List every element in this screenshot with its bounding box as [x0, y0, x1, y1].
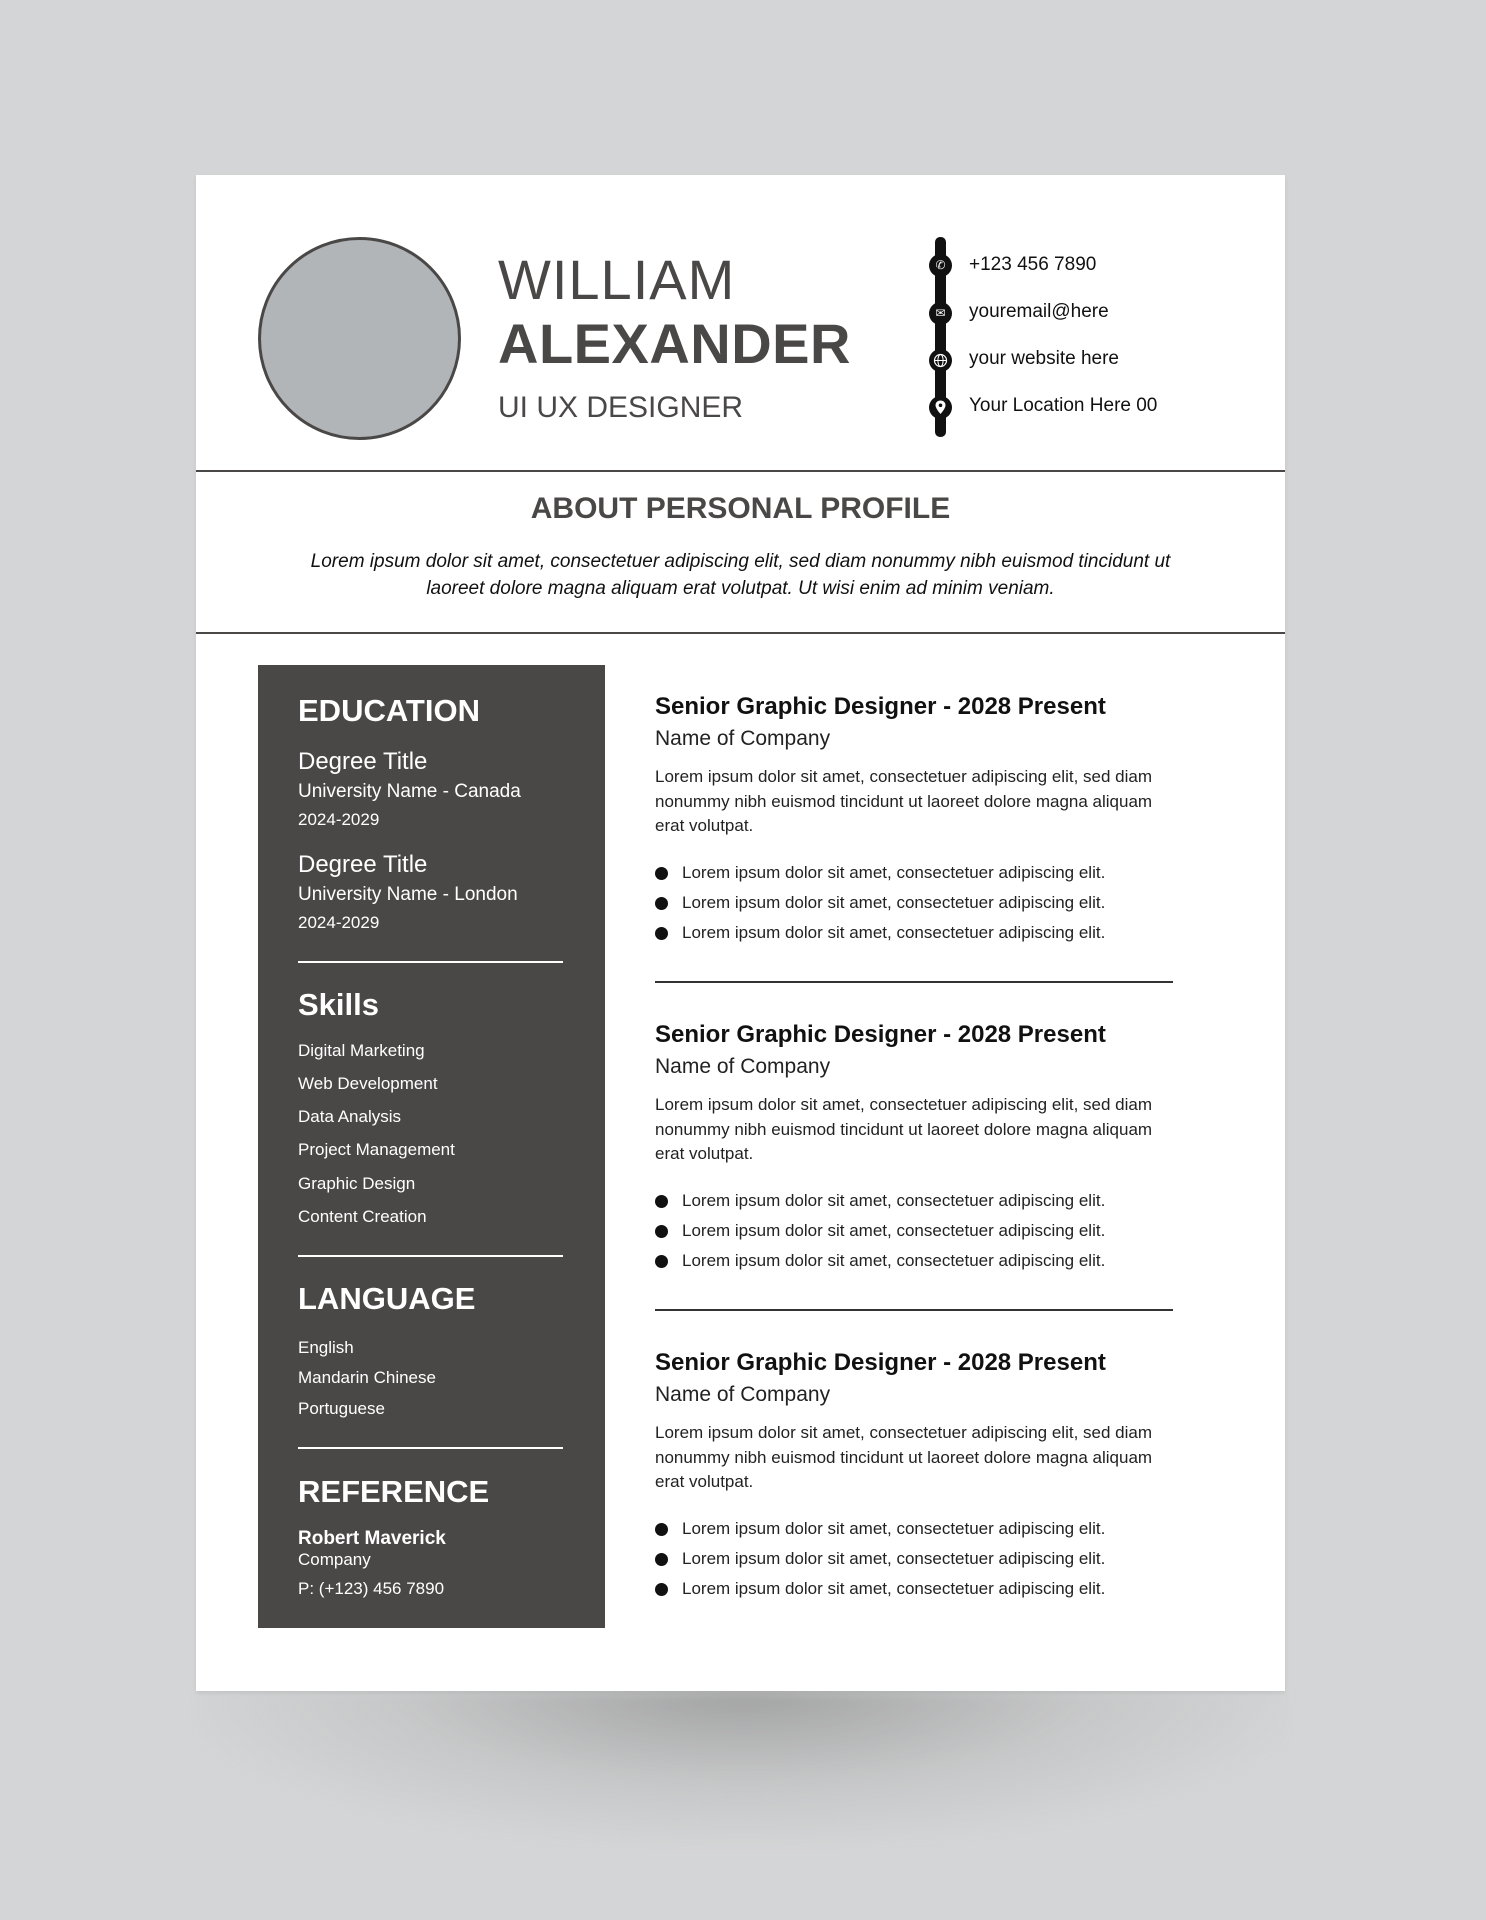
- experience-company: Name of Company: [655, 1055, 831, 1078]
- education-university: University Name - London: [298, 884, 518, 905]
- education-degree: Degree Title: [298, 851, 428, 878]
- job-title: UI UX DESIGNER: [498, 391, 744, 424]
- skill-item: Content Creation: [298, 1207, 427, 1226]
- skill-item: Graphic Design: [298, 1174, 416, 1193]
- experience-bullet-list: [655, 1186, 1105, 1276]
- reference-company: Company: [298, 1550, 371, 1569]
- experience-bullet: Lorem ipsum dolor sit amet, consectetuer adipiscing elit.: [655, 1216, 1105, 1246]
- experience-bullet: Lorem ipsum dolor sit amet, consectetuer adipiscing elit.: [655, 918, 1105, 948]
- skill-item: Project Management: [298, 1140, 455, 1159]
- experience-bullet: Lorem ipsum dolor sit amet, consectetuer adipiscing elit.: [655, 888, 1105, 918]
- experience-bullet-list: [655, 1514, 1105, 1604]
- education-university: University Name - Canada: [298, 781, 521, 802]
- experience-title: Senior Graphic Designer - 2028 Present: [655, 1021, 1106, 1048]
- contact-email: youremail@here: [969, 301, 1109, 322]
- language-item: Portuguese: [298, 1399, 385, 1418]
- experience-title: Senior Graphic Designer - 2028 Present: [655, 1349, 1106, 1376]
- language-heading: LANGUAGE: [298, 1281, 476, 1316]
- phone-icon: ✆: [929, 254, 952, 277]
- sidebar: [258, 665, 605, 1628]
- experience-description: Lorem ipsum dolor sit amet, consectetuer adipiscing elit, sed diam nonummy nibh euismod tincidunt ut laoreet dolore magna aliquam erat volutpat.: [655, 1423, 1153, 1491]
- experience-bullet: Lorem ipsum dolor sit amet, consectetuer adipiscing elit.: [655, 1544, 1105, 1574]
- contact-phone: +123 456 7890: [969, 254, 1097, 275]
- experience-divider: [655, 1309, 1173, 1311]
- sidebar-divider: [298, 1255, 563, 1257]
- education-years: 2024-2029: [298, 913, 380, 932]
- language-item: English: [298, 1338, 354, 1357]
- experience-divider: [655, 981, 1173, 983]
- resume-page: [196, 175, 1285, 1691]
- about-title: ABOUT PERSONAL PROFILE: [530, 492, 951, 525]
- experience-bullet-list: [655, 858, 1105, 948]
- reference-phone: P: (+123) 456 7890: [298, 1579, 445, 1598]
- header-divider: [196, 470, 1285, 472]
- profile-photo-placeholder: [258, 237, 461, 440]
- experience-description: Lorem ipsum dolor sit amet, consectetuer adipiscing elit, sed diam nonummy nibh euismod tincidunt ut laoreet dolore magna aliquam erat volutpat.: [655, 1095, 1153, 1163]
- experience-company: Name of Company: [655, 727, 831, 750]
- experience-title: Senior Graphic Designer - 2028 Present: [655, 693, 1106, 720]
- last-name: ALEXANDER: [498, 312, 851, 375]
- skill-item: Digital Marketing: [298, 1041, 425, 1060]
- experience-company: Name of Company: [655, 1383, 831, 1406]
- reference-name: Robert Maverick: [298, 1528, 446, 1549]
- page-shadow: [200, 1690, 1286, 1840]
- email-icon: ✉: [929, 302, 952, 325]
- education-degree: Degree Title: [298, 748, 428, 775]
- experience-description: Lorem ipsum dolor sit amet, consectetuer adipiscing elit, sed diam nonummy nibh euismod tincidunt ut laoreet dolore magna aliquam erat volutpat.: [655, 767, 1153, 835]
- experience-bullet: Lorem ipsum dolor sit amet, consectetuer adipiscing elit.: [655, 1574, 1105, 1604]
- skills-heading: Skills: [298, 987, 379, 1022]
- sidebar-divider: [298, 1447, 563, 1449]
- experience-bullet: Lorem ipsum dolor sit amet, consectetuer adipiscing elit.: [655, 1514, 1105, 1544]
- contact-website: your website here: [969, 348, 1119, 369]
- experience-bullet: Lorem ipsum dolor sit amet, consectetuer adipiscing elit.: [655, 1246, 1105, 1276]
- experience-bullet: Lorem ipsum dolor sit amet, consectetuer adipiscing elit.: [655, 858, 1105, 888]
- about-text: Lorem ipsum dolor sit amet, consectetuer adipiscing elit, sed diam nonummy nibh euismod tincidunt ut laoreet dolore magna aliquam erat volutpat. Ut wisi enim ad minim veniam.: [310, 551, 1171, 599]
- sidebar-divider: [298, 961, 563, 963]
- first-name: WILLIAM: [498, 248, 736, 311]
- globe-icon: [929, 349, 952, 372]
- skill-item: Web Development: [298, 1074, 438, 1093]
- language-item: Mandarin Chinese: [298, 1368, 436, 1387]
- skill-item: Data Analysis: [298, 1107, 401, 1126]
- location-pin-icon: [929, 396, 952, 419]
- education-years: 2024-2029: [298, 810, 380, 829]
- about-divider: [196, 632, 1285, 634]
- experience-bullet: Lorem ipsum dolor sit amet, consectetuer adipiscing elit.: [655, 1186, 1105, 1216]
- contact-location: Your Location Here 00: [969, 395, 1158, 416]
- education-heading: EDUCATION: [298, 693, 480, 728]
- reference-heading: REFERENCE: [298, 1474, 490, 1509]
